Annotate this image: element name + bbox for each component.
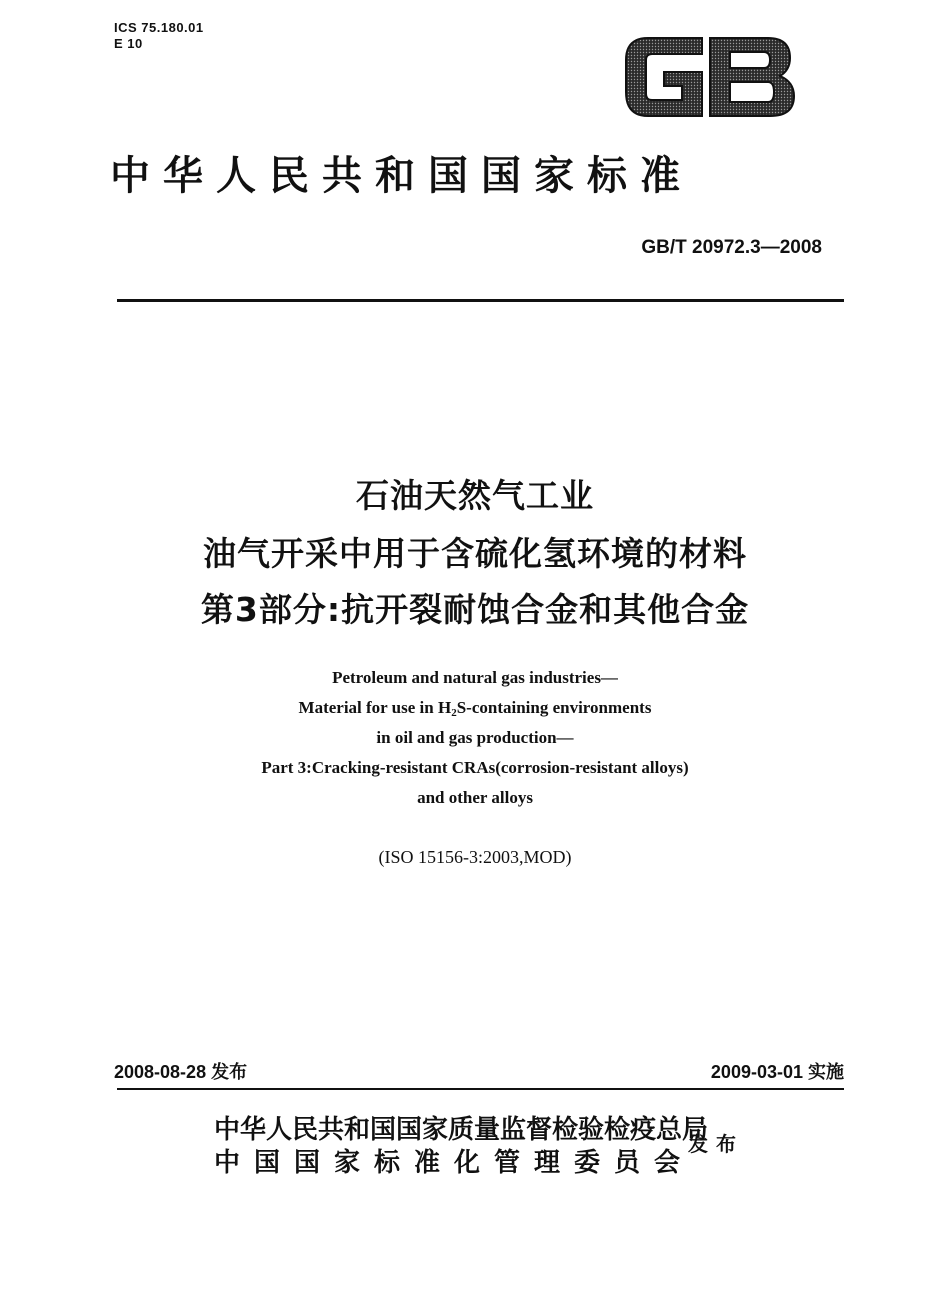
issuer-line2: 中国国家标准化管理委员会 xyxy=(214,1148,695,1178)
national-standard-title: 中华人民共和国国家标准 xyxy=(110,153,693,199)
ics-block xyxy=(114,20,204,52)
ics-code: ICS 75.180.01 xyxy=(114,20,204,35)
gb-logo xyxy=(618,30,798,122)
issue-date: 2008-08-28 发布 xyxy=(114,1062,248,1082)
title-en-line2-pre: Material for use in H xyxy=(298,698,452,717)
standard-code: GB/T 20972.3—2008 xyxy=(641,237,822,258)
bottom-divider xyxy=(117,1088,844,1090)
title-en-line3: in oil and gas production— xyxy=(376,728,574,747)
iso-reference: (ISO 15156-3:2003,MOD) xyxy=(378,847,572,867)
title-cn-line1: 石油天然气工业 xyxy=(356,476,594,515)
classification-code: E 10 xyxy=(114,36,143,51)
implementation-date: 2009-03-01 实施 xyxy=(710,1062,844,1082)
title-en-line2-post: S-containing environments xyxy=(456,698,652,717)
top-divider xyxy=(117,299,844,302)
issuer-line1: 中华人民共和国国家质量监督检验检疫总局 xyxy=(214,1115,709,1145)
title-en-line1: Petroleum and natural gas industries— xyxy=(332,668,618,687)
publish-label: 发布 xyxy=(688,1132,744,1156)
title-cn-line2: 油气开采中用于含硫化氢环境的材料 xyxy=(203,534,747,573)
title-cn-line3: 第3部分:抗开裂耐蚀合金和其他合金 xyxy=(200,590,750,629)
title-en-line2 xyxy=(0,697,950,724)
title-en-line5: and other alloys xyxy=(417,788,533,807)
title-en-line4: Part 3:Cracking-resistant CRAs(corrosion-resistant alloys) xyxy=(261,758,689,777)
title-en-line2-sub: 2 xyxy=(451,707,457,719)
